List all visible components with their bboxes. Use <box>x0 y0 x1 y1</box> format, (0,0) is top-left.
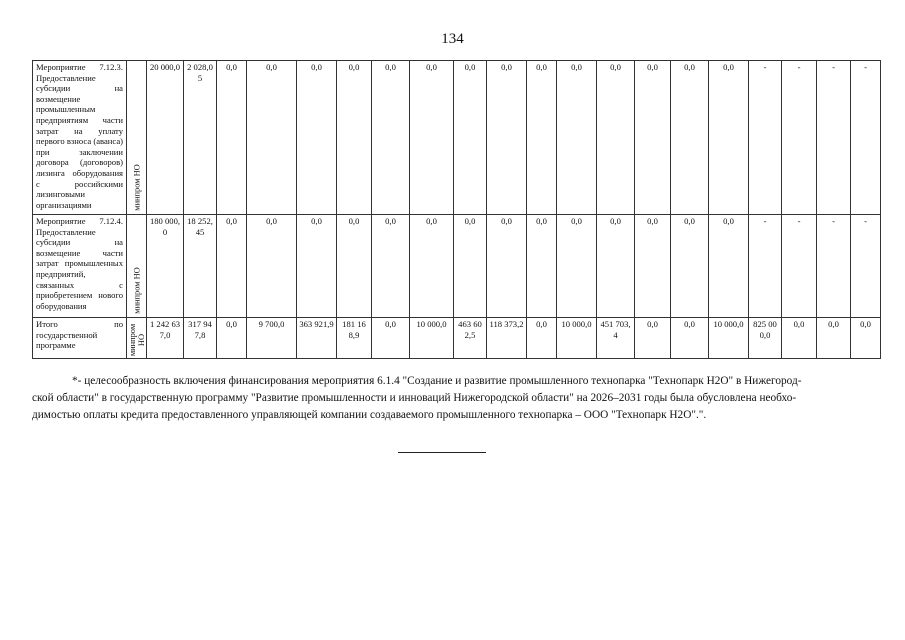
value-cell: - <box>749 215 782 318</box>
footnote-line: *- целесообразность включения финансирования мероприятия 6.1.4 "Создание и развитие промышленного технопарка "Технопарк Н2О" в Нижегород- <box>72 375 802 387</box>
responsible-cell <box>127 318 147 359</box>
value-cell: 0,0 <box>487 215 527 318</box>
value-cell: 0,0 <box>297 61 337 215</box>
table-row <box>33 318 881 359</box>
measure-name: Мероприятие 7.12.4. Предоставление субсидии на возмещение части затрат промышленных предприятий, связанных с приобретением нового оборудования <box>33 215 127 318</box>
value-cell: 0,0 <box>487 61 527 215</box>
value-cell: 0,0 <box>671 215 709 318</box>
value-cell: 0,0 <box>454 61 487 215</box>
value-cell: 0,0 <box>372 318 410 359</box>
footnote <box>32 373 880 424</box>
responsible-cell <box>127 61 147 215</box>
value-cell: 0,0 <box>217 215 247 318</box>
value-cell: - <box>817 215 851 318</box>
value-cell: 0,0 <box>337 61 372 215</box>
value-cell: - <box>851 215 881 318</box>
responsible-cell <box>127 215 147 318</box>
measure-name: Итого по государственной программе <box>33 318 127 359</box>
value-cell: 0,0 <box>709 215 749 318</box>
value-cell: 825 000,0 <box>749 318 782 359</box>
separator-rule <box>398 452 486 453</box>
value-cell: 0,0 <box>410 61 454 215</box>
value-cell: 18 252,45 <box>184 215 217 318</box>
value-cell: 0,0 <box>527 318 557 359</box>
value-cell: 0,0 <box>557 61 597 215</box>
responsible-label: минпром НО <box>132 267 141 314</box>
value-cell: - <box>749 61 782 215</box>
value-cell: 0,0 <box>337 215 372 318</box>
value-cell: 180 000,0 <box>147 215 184 318</box>
value-cell: 0,0 <box>247 61 297 215</box>
value-cell: - <box>817 61 851 215</box>
value-cell: 10 000,0 <box>410 318 454 359</box>
footnote-line: димостью оплаты кредита предоставленного управляющей компании создаваемого промышленного технопарка – ООО "Технопарк Н2О".". <box>32 409 707 421</box>
value-cell: 0,0 <box>782 318 817 359</box>
value-cell: 0,0 <box>557 215 597 318</box>
value-cell: - <box>782 61 817 215</box>
footnote-line: ской области" в государственную программу "Развитие промышленности и инноваций Нижегородской области" на 2026–2031 годы была обусловлена необхо- <box>32 392 797 404</box>
value-cell: - <box>782 215 817 318</box>
value-cell: 317 947,8 <box>184 318 217 359</box>
responsible-label: минпром НО <box>132 164 141 211</box>
value-cell: 10 000,0 <box>557 318 597 359</box>
value-cell: 0,0 <box>454 215 487 318</box>
value-cell: 0,0 <box>635 61 671 215</box>
table-row <box>33 61 881 215</box>
value-cell: 0,0 <box>410 215 454 318</box>
value-cell: - <box>851 61 881 215</box>
value-cell: 10 000,0 <box>709 318 749 359</box>
table-row <box>33 215 881 318</box>
value-cell: 0,0 <box>372 61 410 215</box>
value-cell: 0,0 <box>527 215 557 318</box>
value-cell: 0,0 <box>297 215 337 318</box>
measures-table <box>32 60 881 359</box>
value-cell: 1 242 637,0 <box>147 318 184 359</box>
value-cell: 118 373,2 <box>487 318 527 359</box>
responsible-label: минпром НО <box>127 323 146 357</box>
value-cell: 181 168,9 <box>337 318 372 359</box>
value-cell: 0,0 <box>527 61 557 215</box>
value-cell: 0,0 <box>372 215 410 318</box>
value-cell: 0,0 <box>597 61 635 215</box>
value-cell: 0,0 <box>851 318 881 359</box>
value-cell: 0,0 <box>671 318 709 359</box>
value-cell: 0,0 <box>217 61 247 215</box>
value-cell: 2 028,05 <box>184 61 217 215</box>
value-cell: 451 703,4 <box>597 318 635 359</box>
measure-name: Мероприятие 7.12.3. Предоставление субсидии на возмещение промышленным предприятиям части затрат на уплату первого взноса (аванса) при заключении договора (договоров) лизинга оборудования с российскими лизинговыми организациями <box>33 61 127 215</box>
value-cell: 363 921,9 <box>297 318 337 359</box>
value-cell: 0,0 <box>217 318 247 359</box>
value-cell: 0,0 <box>597 215 635 318</box>
value-cell: 0,0 <box>671 61 709 215</box>
value-cell: 0,0 <box>709 61 749 215</box>
value-cell: 20 000,0 <box>147 61 184 215</box>
value-cell: 0,0 <box>635 215 671 318</box>
page-number: 134 <box>441 31 464 47</box>
value-cell: 463 602,5 <box>454 318 487 359</box>
value-cell: 0,0 <box>635 318 671 359</box>
value-cell: 0,0 <box>817 318 851 359</box>
value-cell: 9 700,0 <box>247 318 297 359</box>
value-cell: 0,0 <box>247 215 297 318</box>
